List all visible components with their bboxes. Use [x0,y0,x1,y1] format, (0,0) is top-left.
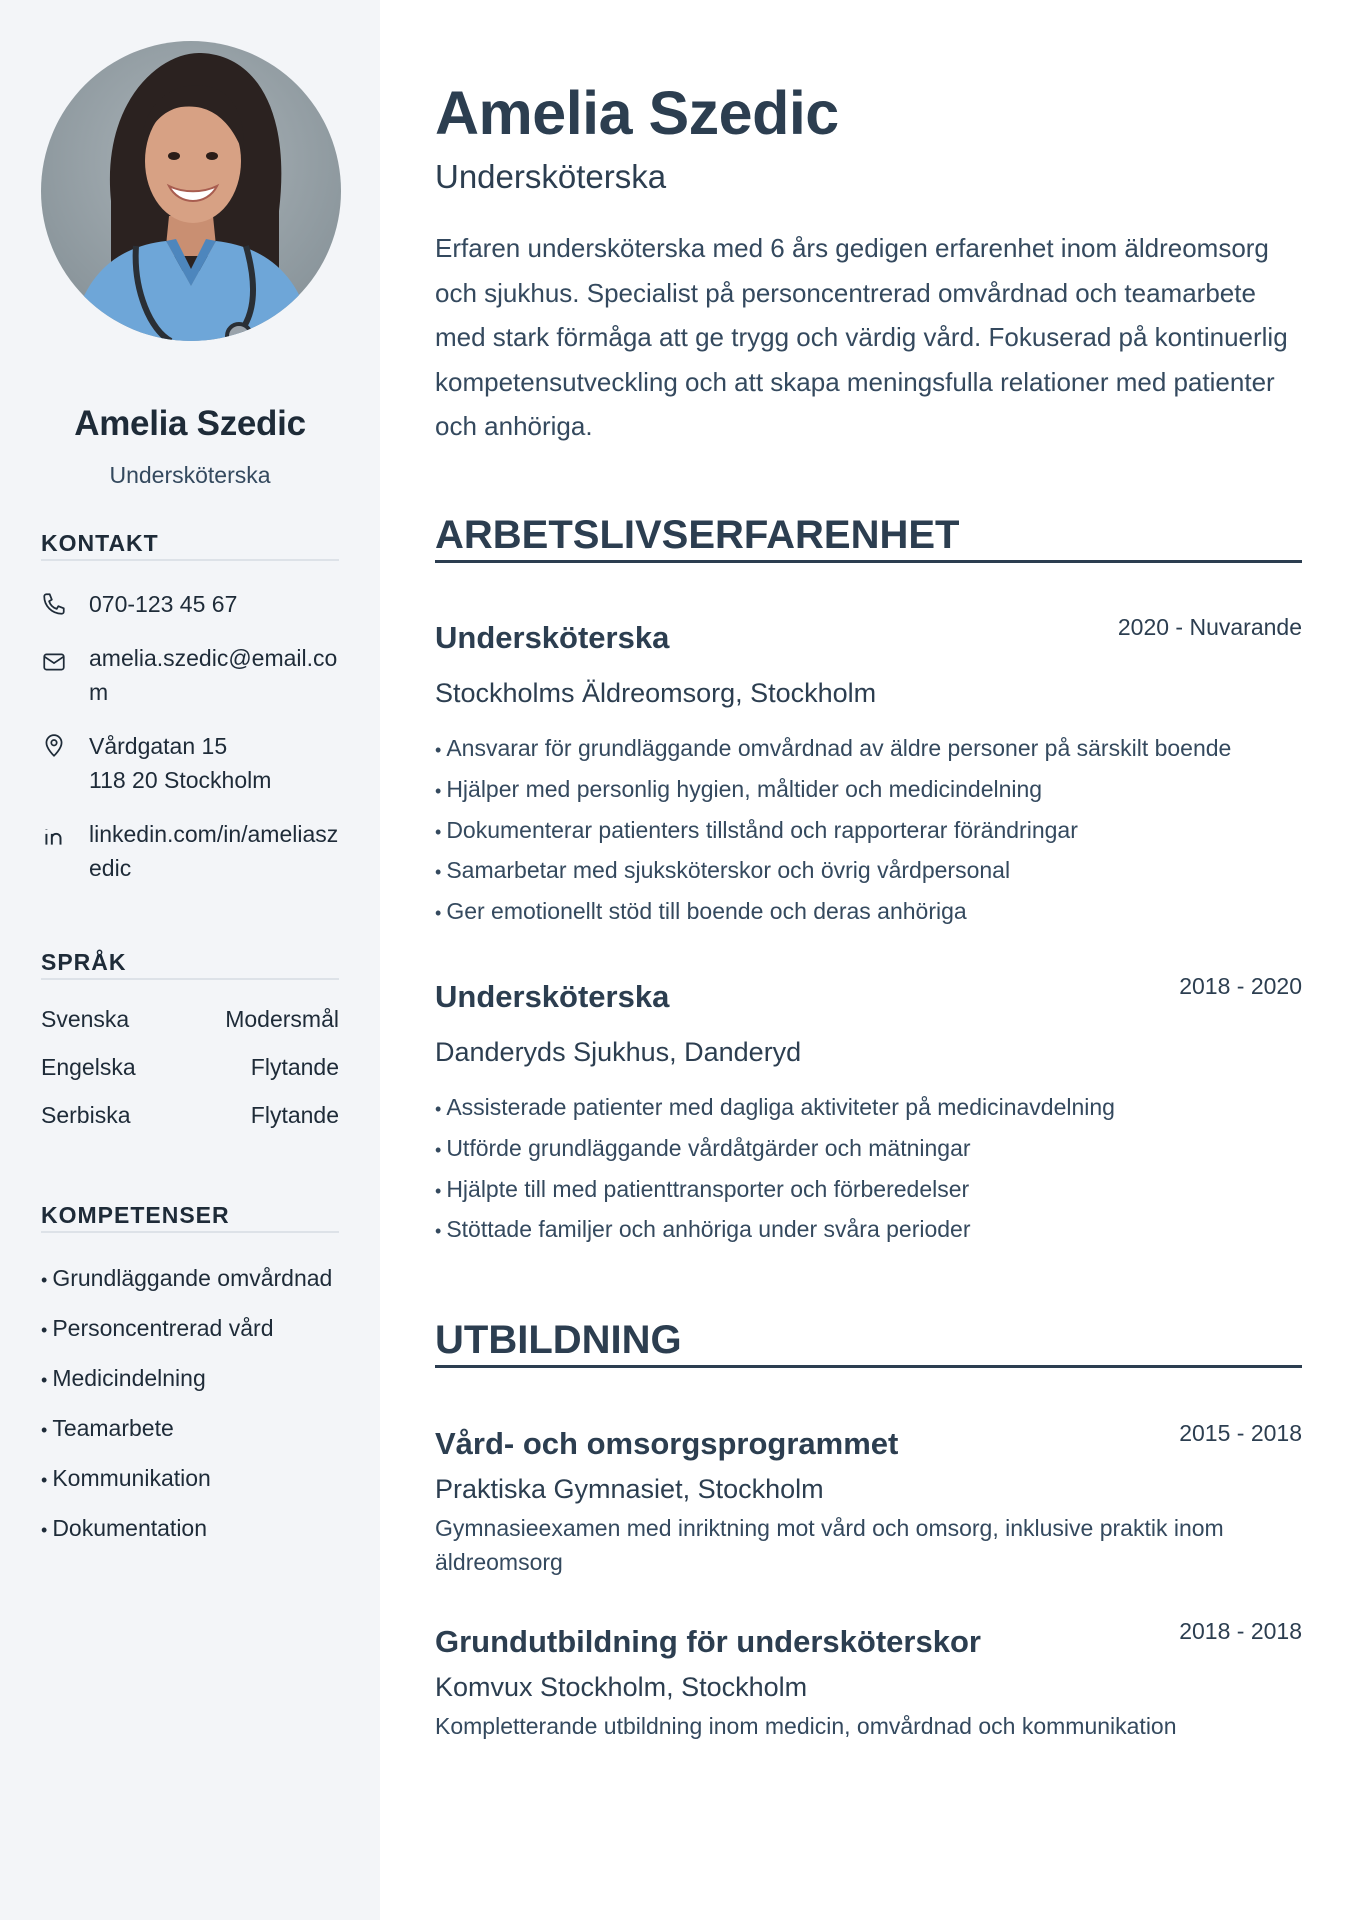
job-employer: Danderyds Sjukhus, Danderyd [435,1037,802,1067]
job-employer: Stockholms Äldreomsorg, Stockholm [435,678,877,708]
duty-item: • Ger emotionellt stöd till boende och deras anhöriga [435,892,1302,933]
skill-item: • Dokumentation [41,1511,339,1547]
phone-text[interactable]: 070-123 45 67 [89,591,238,617]
email-text[interactable]: amelia.szedic@email.com [89,645,338,705]
job-duties [435,729,1302,933]
linkedin-text[interactable]: linkedin.com/in/ameliaszedic [89,821,339,881]
education-description: Kompletterande utbildning inom medicin, omvårdnad och kommunikation [435,1713,1177,1739]
contact-heading: KONTAKT [41,530,339,561]
experience-heading: ARBETSLIVSERFARENHET [435,510,1302,563]
language-level: Modersmål [225,1006,339,1032]
duty-item: • Hjälpte till med patienttransporter och förberedelser [435,1170,1302,1211]
contact-linkedin [41,817,339,885]
languages-list [41,1002,339,1146]
contact-section [41,530,339,885]
skills-list [41,1261,339,1547]
linkedin-icon [41,817,89,849]
duty-item: • Stöttade familjer och anhöriga under svåra perioder [435,1210,1302,1251]
language-name: Serbiska [41,1102,131,1128]
language-level: Flytande [250,1102,339,1128]
language-name: Engelska [41,1054,136,1080]
language-row [41,1050,339,1098]
skill-item: • Teamarbete [41,1411,339,1447]
skills-heading: KOMPETENSER [41,1202,339,1233]
sidebar-name: Amelia Szedic [74,404,306,443]
contact-email [41,641,339,709]
experience-entry [435,973,1302,1251]
duty-item: • Samarbetar med sjuksköterskor och övrig vårdpersonal [435,851,1302,892]
education-title: Grundutbildning för undersköterskor [435,1624,981,1659]
education-school: Komvux Stockholm, Stockholm [435,1672,808,1702]
duty-item: • Utförde grundläggande vårdåtgärder och mätningar [435,1129,1302,1170]
skill-item: • Kommunikation [41,1461,339,1497]
skill-item: • Personcentrerad vård [41,1311,339,1347]
languages-section [41,949,339,1146]
duty-item: • Hjälper med personlig hygien, måltider och medicindelning [435,770,1302,811]
job-title: Undersköterska [435,979,670,1014]
contact-address [41,729,339,797]
sidebar-title: Undersköterska [109,462,271,488]
location-pin-icon [41,729,89,759]
language-level: Flytande [250,1054,339,1080]
education-entry [435,1618,1302,1743]
skills-section [41,1202,339,1561]
duty-item: • Ansvarar för grundläggande omvårdnad av äldre personer på särskilt boende [435,729,1302,770]
language-row [41,1098,339,1146]
education-school: Praktiska Gymnasiet, Stockholm [435,1474,824,1504]
portrait-illustration [41,41,341,341]
language-row [41,1002,339,1050]
job-date: 2020 - Nuvarande [1117,614,1302,640]
duty-item: • Assisterade patienter med dagliga aktiviteter på medicinavdelning [435,1088,1302,1129]
address-text [89,729,271,797]
page-subtitle: Undersköterska [435,158,667,195]
education-date: 2018 - 2018 [1179,1618,1302,1644]
address-line1: Vårdgatan 15 [89,733,228,759]
mail-icon [41,641,89,675]
page-title: Amelia Szedic [435,79,839,147]
job-date: 2018 - 2020 [1179,973,1302,999]
education-title: Vård- och omsorgsprogrammet [435,1426,899,1461]
profile-summary: Erfaren undersköterska med 6 års gedigen erfarenhet inom äldreomsorg och sjukhus. Specialist på personcentrerad omvårdnad och teamarbete med stark förmåga att ge trygg och värdig vård. Fokuserad på kontinuerlig kompetensutveckling och att skapa meningsfulla relationer med patienter och anhöriga. [435,233,1288,441]
sidebar [0,0,380,1920]
address-line2: 118 20 Stockholm [89,767,272,793]
job-title: Undersköterska [435,620,670,655]
languages-heading: SPRÅK [41,949,339,980]
education-entry [435,1420,1302,1579]
skill-item: • Grundläggande omvårdnad [41,1261,339,1297]
job-duties [435,1088,1302,1251]
experience-entry [435,614,1302,933]
duty-item: • Dokumenterar patienters tillstånd och rapporterar förändringar [435,811,1302,852]
education-date: 2015 - 2018 [1179,1420,1302,1446]
contact-phone [41,587,339,621]
profile-photo [41,41,341,341]
phone-icon [41,587,89,617]
education-description: Gymnasieexamen med inriktning mot vård och omsorg, inklusive praktik inom äldreomsorg [435,1515,1224,1575]
skill-item: • Medicindelning [41,1361,339,1397]
education-heading: UTBILDNING [435,1315,1302,1368]
language-name: Svenska [41,1006,130,1032]
